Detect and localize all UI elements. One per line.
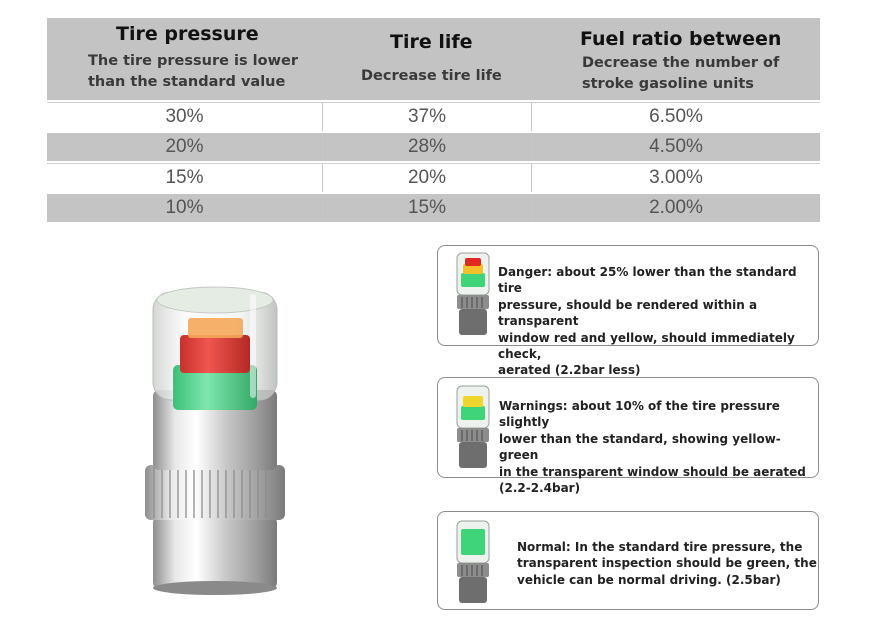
- table-cell: 20%: [165, 136, 204, 157]
- table-cell: 30%: [165, 106, 204, 127]
- header-subtitle: The tire pressure is lower than the standard value: [88, 53, 298, 90]
- header-tire-life: [322, 18, 530, 100]
- header-title: Tire life: [390, 31, 473, 53]
- header-title: Fuel ratio between: [580, 28, 782, 50]
- table-cell: 28%: [322, 133, 532, 161]
- danger-indicator-icon: [455, 251, 491, 343]
- header-subtitle: Decrease the number of stroke gasoline units: [582, 55, 780, 92]
- table-header: [47, 18, 820, 100]
- normal-indicator-icon: [455, 519, 491, 611]
- header-subtitle: Decrease tire life: [361, 68, 502, 84]
- table-cell: 10%: [165, 197, 204, 218]
- table-cell: 15%: [322, 194, 532, 222]
- warning-description: Warnings: about 10% of the tire pressure slightly lower than the standard, showing yellow-green in the transparent window should be aerated (2.2-2.4bar): [499, 399, 806, 496]
- table-row: [47, 133, 820, 161]
- table-row: [47, 102, 820, 131]
- table-cell: 37%: [322, 103, 532, 131]
- warning-indicator-icon: [455, 384, 491, 476]
- table-cell: 4.50%: [649, 136, 703, 157]
- normal-description: Normal: In the standard tire pressure, the transparent inspection should be green, the vehicle can be normal driving. (2.5bar): [517, 540, 817, 587]
- header-tire-pressure: [47, 18, 322, 100]
- table-cell: 6.50%: [649, 106, 703, 127]
- normal-info-box: [437, 511, 819, 610]
- danger-info-box: [437, 245, 819, 378]
- table-row: [47, 163, 820, 192]
- tire-valve-cap-icon: [140, 280, 290, 600]
- header-fuel-ratio: [530, 18, 820, 100]
- danger-description: Danger: about 25% lower than the standard tire pressure, should be rendered within a transparent window red and yellow, should immediately check, aerated (2.2bar less): [498, 265, 797, 378]
- tire-pressure-table: [47, 18, 820, 222]
- table-cell: 20%: [322, 164, 532, 192]
- header-title: Tire pressure: [116, 23, 259, 45]
- warning-info-box: [437, 377, 819, 496]
- table-row: [47, 194, 820, 222]
- table-cell: 2.00%: [649, 197, 703, 218]
- table-cell: 15%: [165, 167, 204, 188]
- table-cell: 3.00%: [649, 167, 703, 188]
